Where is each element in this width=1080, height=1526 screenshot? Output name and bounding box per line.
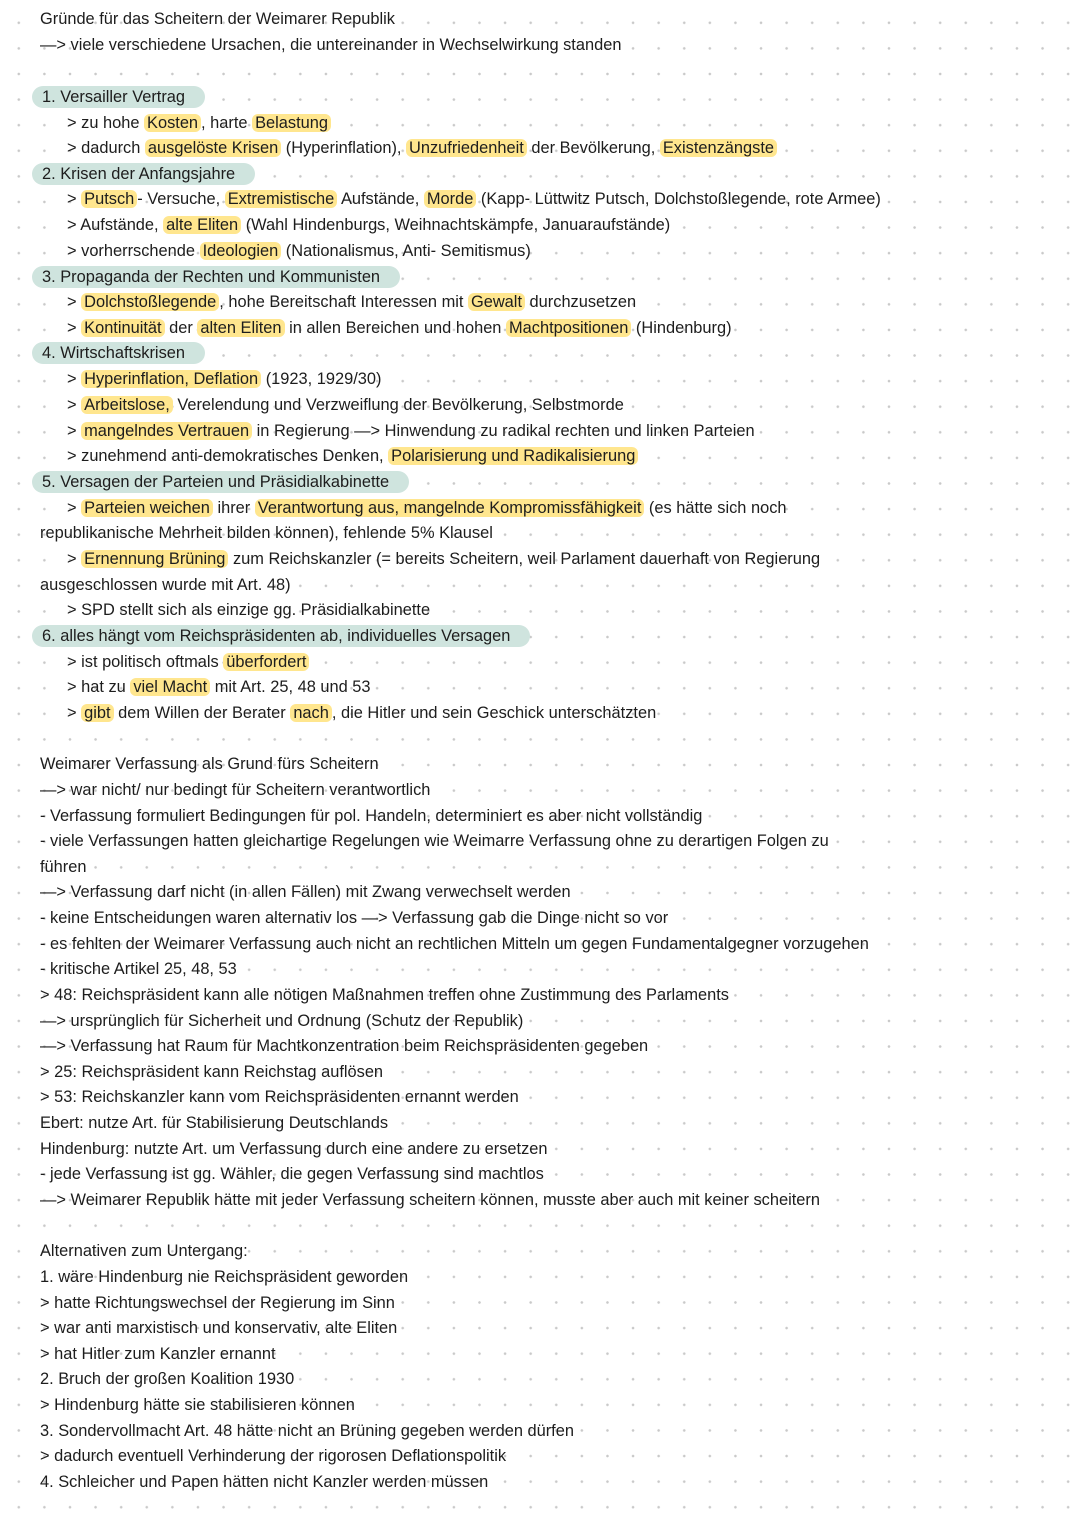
heading-highlight: 4. Wirtschaftskrisen <box>32 342 205 364</box>
highlight: Putsch <box>81 190 137 208</box>
alternativen-line: > dadurch eventuell Verhinderung der rigorosen Deflationspolitik <box>40 1447 507 1465</box>
heading-highlight: 5. Versagen der Parteien und Präsidialkabinette <box>32 471 409 493</box>
section3-point-2: > Kontinuität der alten Eliten in allen Bereichen und hohen Machtpositionen (Hindenburg) <box>67 319 732 337</box>
verfassung-line: Ebert: nutze Art. für Stabilisierung Deutschlands <box>40 1114 389 1132</box>
highlight: Morde <box>424 190 476 208</box>
highlight: Kosten <box>144 114 201 132</box>
highlight: Kontinuität <box>81 319 164 337</box>
highlight: Machtpositionen <box>506 319 631 337</box>
verfassung-line: führen <box>40 858 87 876</box>
alternativen-line: > hat Hitler zum Kanzler ernannt <box>40 1345 276 1363</box>
highlight: Dolchstoßlegende <box>81 293 219 311</box>
verfassung-line: > 53: Reichskanzler kann vom Reichspräsidenten ernannt werden <box>40 1088 519 1106</box>
highlight: Existenzängste <box>660 139 777 157</box>
section6-point-3: > gibt dem Willen der Berater nach , die Hitler und sein Geschick unterschätzten <box>67 704 657 722</box>
highlight: ausgelöste Krisen <box>145 139 281 157</box>
verfassung-line: - keine Entscheidungen waren alternativ los —> Verfassung gab die Dinge nicht so vor <box>40 909 669 927</box>
section-heading-6 <box>40 625 1040 647</box>
section-heading-4 <box>40 342 1040 364</box>
section6-point-2: > hat zu viel Macht mit Art. 25, 48 und 53 <box>67 678 371 696</box>
verfassung-line: —> ursprünglich für Sicherheit und Ordnung (Schutz der Republik) <box>40 1012 524 1030</box>
section3-point-1: > Dolchstoßlegende , hohe Bereitschaft Interessen mit Gewalt durchzusetzen <box>67 293 637 311</box>
section-heading-2 <box>40 163 1040 185</box>
section1-point-1: > zu hohe Kosten , harte Belastung <box>67 112 1040 134</box>
heading-highlight: 6. alles hängt vom Reichspräsidenten ab, individuelles Versagen <box>32 625 530 647</box>
highlight: alten Eliten <box>197 319 284 337</box>
highlight: gibt <box>81 704 113 722</box>
heading-highlight: 2. Krisen der Anfangsjahre <box>32 163 255 185</box>
section5-point-2-cont: ausgeschlossen wurde mit Art. 48) <box>40 576 291 594</box>
section5-point-3: > SPD stellt sich als einzige gg. Präsidialkabinette <box>67 601 431 619</box>
section1-point-2: > dadurch ausgelöste Krisen (Hyperinflation), Unzufriedenheit der Bevölkerung, Existenzängste <box>67 137 1040 159</box>
verfassung-line: —> Verfassung hat Raum für Machtkonzentration beim Reichspräsidenten gegeben <box>40 1037 649 1055</box>
verfassung-line: —> Weimarer Republik hätte mit jeder Verfassung scheitern können, musste aber auch mit keiner scheitern <box>40 1191 820 1209</box>
section6-point-1: > ist politisch oftmals überfordert <box>67 651 1040 673</box>
highlight: Gewalt <box>468 293 525 311</box>
verfassung-line: - viele Verfassungen hatten gleichartige Regelungen wie Weimarre Verfassung ohne zu derartigen Folgen zu <box>40 832 829 850</box>
highlight: überfordert <box>223 653 309 671</box>
section2-point-1: > Putsch - Versuche, Extremistische Aufstände, Morde (Kapp- Lüttwitz Putsch, Dolchstoßlegende, rote Armee) <box>67 190 881 208</box>
alternativen-line: 3. Sondervollmacht Art. 48 hätte nicht an Brüning gegeben werden dürfen <box>40 1422 574 1440</box>
highlight: Verantwortung aus, mangelnde Kompromissfähigkeit <box>255 499 645 517</box>
highlight: Unzufriedenheit <box>406 139 527 157</box>
note-title: Gründe für das Scheitern der Weimarer Republik <box>40 10 395 28</box>
section4-point-4: > zunehmend anti-demokratisches Denken, Polarisierung und Radikalisierung <box>67 445 1040 467</box>
alternativen-line: > war anti marxistisch und konservativ, alte Eliten <box>40 1319 398 1337</box>
alternativen-line: 1. wäre Hindenburg nie Reichspräsident geworden <box>40 1268 409 1286</box>
section5-point-2: > Ernennung Brüning zum Reichskanzler (= bereits Scheitern, weil Parlament dauerhaft von Regierung <box>67 550 821 568</box>
heading-highlight: 1. Versailler Vertrag <box>32 86 205 108</box>
alternativen-heading: Alternativen zum Untergang: <box>40 1242 248 1260</box>
section-heading-3 <box>40 266 1040 288</box>
section2-point-2: > Aufstände, alte Eliten (Wahl Hindenburgs, Weihnachtskämpfe, Januaraufstände) <box>67 216 671 234</box>
verfassung-line: - es fehlten der Weimarer Verfassung auch nicht an rechtlichen Mitteln um gegen Fundamentalgegner vorzugehen <box>40 935 869 953</box>
verfassung-heading: Weimarer Verfassung als Grund fürs Scheitern <box>40 755 379 773</box>
highlight: alte Eliten <box>163 216 241 234</box>
section5-point-1: > Parteien weichen ihrer Verantwortung aus, mangelnde Kompromissfähigkeit (es hätte sich noch <box>67 499 787 517</box>
highlight: Belastung <box>252 114 331 132</box>
section2-point-3: > vorherrschende Ideologien (Nationalismus, Anti- Semitismus) <box>67 242 531 260</box>
highlight: viel Macht <box>130 678 210 696</box>
highlight: nach <box>290 704 332 722</box>
section-heading-1 <box>40 86 1040 108</box>
verfassung-line: —> Verfassung darf nicht (in allen Fällen) mit Zwang verwechselt werden <box>40 883 571 901</box>
highlight: Ernennung Brüning <box>81 550 228 568</box>
highlight: Ideologien <box>200 242 282 260</box>
highlight: Polarisierung und Radikalisierung <box>388 447 638 465</box>
highlight: Hyperinflation, Deflation <box>81 370 261 388</box>
section4-point-3: > mangelndes Vertrauen in Regierung —> Hinwendung zu radikal rechten und linken Parteien <box>67 422 755 440</box>
verfassung-line: —> war nicht/ nur bedingt für Scheitern verantwortlich <box>40 781 431 799</box>
highlight: Extremistische <box>225 190 338 208</box>
section4-point-2: > Arbeitslose, Verelendung und Verzweiflung der Bevölkerung, Selbstmorde <box>67 396 624 414</box>
verfassung-line: - Verfassung formuliert Bedingungen für pol. Handeln, determiniert es aber nicht vollständig <box>40 807 703 825</box>
verfassung-line: > 48: Reichspräsident kann alle nötigen Maßnahmen treffen ohne Zustimmung des Parlaments <box>40 986 729 1004</box>
highlight: Arbeitslose, <box>81 396 173 414</box>
section-heading-5 <box>40 471 1040 493</box>
section4-point-1: > Hyperinflation, Deflation (1923, 1929/30) <box>67 370 382 388</box>
verfassung-line: - kritische Artikel 25, 48, 53 <box>40 960 237 978</box>
heading-highlight: 3. Propaganda der Rechten und Kommunisten <box>32 266 400 288</box>
section5-point-1-cont: republikanische Mehrheit bilden können), fehlende 5% Klausel <box>40 524 493 542</box>
alternativen-line: 4. Schleicher und Papen hätten nicht Kanzler werden müssen <box>40 1473 489 1491</box>
verfassung-line: Hindenburg: nutzte Art. um Verfassung durch eine andere zu ersetzen <box>40 1140 548 1158</box>
alternativen-line: > hatte Richtungswechsel der Regierung im Sinn <box>40 1294 395 1312</box>
verfassung-line: > 25: Reichspräsident kann Reichstag auflösen <box>40 1063 384 1081</box>
alternativen-line: 2. Bruch der großen Koalition 1930 <box>40 1370 295 1388</box>
intro-line: —> viele verschiedene Ursachen, die untereinander in Wechselwirkung standen <box>40 36 622 54</box>
alternativen-line: > Hindenburg hätte sie stabilisieren können <box>40 1396 355 1414</box>
highlight: mangelndes Vertrauen <box>81 422 252 440</box>
verfassung-line: - jede Verfassung ist gg. Wähler, die gegen Verfassung sind machtlos <box>40 1165 544 1183</box>
highlight: Parteien weichen <box>81 499 213 517</box>
